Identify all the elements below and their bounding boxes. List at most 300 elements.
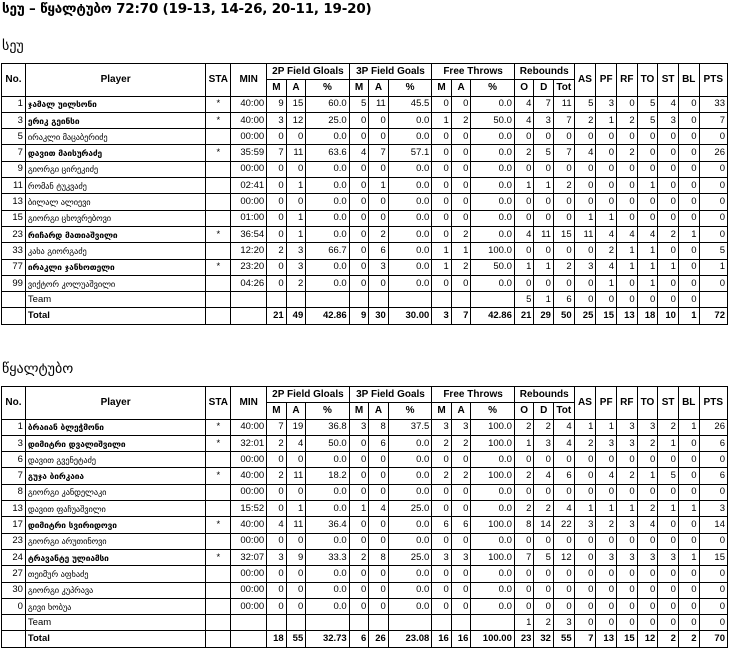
subheader-pct: % <box>471 403 514 419</box>
stat-as: 0 <box>574 161 596 177</box>
stat-p2: 36.4 <box>306 517 349 533</box>
header-bl: BL <box>678 387 699 420</box>
stat-m3: 0 <box>349 582 369 598</box>
stat-mft: 0 <box>432 582 452 598</box>
stat-as: 0 <box>574 243 596 259</box>
total-o: 21 <box>514 308 534 324</box>
stat-st: 0 <box>658 533 679 549</box>
minutes: 23:20 <box>231 259 267 275</box>
stat-pf: 0 <box>596 145 617 161</box>
starter-mark: * <box>206 226 231 242</box>
player-row <box>2 112 728 128</box>
stat-d: 3 <box>534 112 554 128</box>
stat-p3: 0.0 <box>388 275 431 291</box>
stat-p2: 0.0 <box>306 484 349 500</box>
team-stat-tot: 6 <box>553 292 574 308</box>
stat-pts: 0 <box>699 582 727 598</box>
team-stat-pts: 0 <box>699 615 727 631</box>
stat-a3: 0 <box>369 484 389 500</box>
minutes: 40:00 <box>231 112 267 128</box>
stat-rf: 0 <box>617 161 638 177</box>
stat-pf: 2 <box>596 517 617 533</box>
stat-to: 0 <box>637 452 658 468</box>
stat-m2: 2 <box>267 243 287 259</box>
stat-pts: 0 <box>699 598 727 614</box>
stat-rf: 0 <box>617 582 638 598</box>
stat-bl: 0 <box>678 161 699 177</box>
starter-mark: * <box>206 145 231 161</box>
stat-mft: 3 <box>432 419 452 435</box>
empty-cell <box>388 615 431 631</box>
stat-pts: 33 <box>699 96 727 112</box>
stat-rf: 3 <box>617 419 638 435</box>
starter-mark: * <box>206 435 231 451</box>
team-stat-as: 0 <box>574 615 596 631</box>
stat-d: 2 <box>534 419 554 435</box>
stat-pts: 26 <box>699 419 727 435</box>
header-sta: STA <box>206 64 231 97</box>
stat-o: 4 <box>514 112 534 128</box>
stat-rf: 0 <box>617 598 638 614</box>
subheader-pct: % <box>306 80 349 96</box>
stat-a2: 11 <box>286 517 306 533</box>
stat-rf: 0 <box>617 566 638 582</box>
stat-st: 0 <box>658 243 679 259</box>
subheader-m: M <box>267 403 287 419</box>
player-row <box>2 259 728 275</box>
total-pft: 42.86 <box>471 308 514 324</box>
header-ft: Free Throws <box>432 64 515 80</box>
stat-p3: 25.0 <box>388 549 431 565</box>
stat-rf: 3 <box>617 435 638 451</box>
starter-mark <box>206 178 231 194</box>
minutes: 32:01 <box>231 435 267 451</box>
player-number: 24 <box>2 549 26 565</box>
subheader-m: M <box>267 80 287 96</box>
stat-rf: 3 <box>617 517 638 533</box>
player-number: 5 <box>2 129 26 145</box>
stat-p3: 0.0 <box>388 452 431 468</box>
stat-pts: 0 <box>699 452 727 468</box>
stat-aft: 3 <box>451 549 471 565</box>
stat-pts: 0 <box>699 161 727 177</box>
starter-mark <box>206 566 231 582</box>
team-row <box>2 615 728 631</box>
stat-to: 0 <box>637 533 658 549</box>
empty-cell <box>306 292 349 308</box>
subheader-a: A <box>451 80 471 96</box>
stat-m3: 2 <box>349 549 369 565</box>
stat-mft: 2 <box>432 468 452 484</box>
player-number: 9 <box>2 161 26 177</box>
stat-aft: 6 <box>451 517 471 533</box>
stat-st: 1 <box>658 435 679 451</box>
stat-as: 0 <box>574 178 596 194</box>
empty-cell <box>2 292 26 308</box>
player-row <box>2 129 728 145</box>
stat-rf: 0 <box>617 194 638 210</box>
stat-rf: 4 <box>617 226 638 242</box>
stat-aft: 0 <box>451 194 471 210</box>
stat-o: 1 <box>514 178 534 194</box>
stat-tot: 0 <box>553 243 574 259</box>
header-no: No. <box>2 64 26 97</box>
empty-cell <box>206 631 231 647</box>
empty-cell <box>471 292 514 308</box>
stat-pf: 1 <box>596 112 617 128</box>
stat-to: 0 <box>637 194 658 210</box>
stat-as: 0 <box>574 566 596 582</box>
player-name: გივი ხობუა <box>25 598 205 614</box>
stat-p3: 0.0 <box>388 194 431 210</box>
stat-m2: 0 <box>267 598 287 614</box>
stat-to: 5 <box>637 112 658 128</box>
stat-a3: 0 <box>369 566 389 582</box>
stat-a3: 0 <box>369 129 389 145</box>
header-st: ST <box>658 64 679 97</box>
stat-st: 4 <box>658 96 679 112</box>
stat-a2: 0 <box>286 566 306 582</box>
stat-m3: 3 <box>349 419 369 435</box>
empty-cell <box>349 292 369 308</box>
minutes: 15:52 <box>231 501 267 517</box>
box-score-table-home <box>1 63 728 325</box>
stat-tot: 7 <box>553 145 574 161</box>
subheader-o: O <box>514 80 534 96</box>
stat-p2: 66.7 <box>306 243 349 259</box>
stat-pts: 26 <box>699 145 727 161</box>
stat-aft: 0 <box>451 210 471 226</box>
header-rebounds: Rebounds <box>514 387 574 403</box>
stat-pf: 2 <box>596 243 617 259</box>
minutes: 00:00 <box>231 129 267 145</box>
stat-a2: 0 <box>286 582 306 598</box>
stat-pf: 0 <box>596 194 617 210</box>
starter-mark: * <box>206 419 231 435</box>
stat-pft: 100.0 <box>471 419 514 435</box>
stat-m3: 0 <box>349 484 369 500</box>
subheader-pct: % <box>471 80 514 96</box>
stat-mft: 0 <box>432 452 452 468</box>
stat-to: 1 <box>637 259 658 275</box>
player-name: რიჩარდ მათიაშვილი <box>25 226 205 242</box>
stat-a3: 8 <box>369 419 389 435</box>
stat-a3: 8 <box>369 549 389 565</box>
header-to: TO <box>637 64 658 97</box>
stat-mft: 0 <box>432 226 452 242</box>
stat-o: 0 <box>514 129 534 145</box>
total-p2: 32.73 <box>306 631 349 647</box>
player-row <box>2 452 728 468</box>
stat-aft: 0 <box>451 452 471 468</box>
stat-a2: 1 <box>286 210 306 226</box>
stat-m2: 0 <box>267 275 287 291</box>
player-row <box>2 194 728 210</box>
stat-as: 1 <box>574 501 596 517</box>
player-number: 99 <box>2 275 26 291</box>
stat-rf: 0 <box>617 275 638 291</box>
player-name: ჯამალ უილსონი <box>25 96 205 112</box>
minutes: 00:00 <box>231 194 267 210</box>
stat-pts: 0 <box>699 484 727 500</box>
stat-st: 1 <box>658 259 679 275</box>
stat-as: 0 <box>574 129 596 145</box>
stat-pft: 0.0 <box>471 178 514 194</box>
stat-m2: 2 <box>267 435 287 451</box>
player-number: 1 <box>2 419 26 435</box>
stat-d: 4 <box>534 468 554 484</box>
empty-cell <box>206 615 231 631</box>
stat-aft: 0 <box>451 145 471 161</box>
player-name: ბრაიან ბლეჭმონი <box>25 419 205 435</box>
stat-p2: 63.6 <box>306 145 349 161</box>
player-row <box>2 582 728 598</box>
stat-pts: 6 <box>699 468 727 484</box>
stat-as: 2 <box>574 112 596 128</box>
stat-pft: 0.0 <box>471 129 514 145</box>
stat-pts: 1 <box>699 259 727 275</box>
stat-tot: 0 <box>553 210 574 226</box>
player-name: ბილალ ალიევი <box>25 194 205 210</box>
stat-p2: 0.0 <box>306 161 349 177</box>
stat-m2: 0 <box>267 501 287 517</box>
total-m2: 21 <box>267 308 287 324</box>
player-name: დავით გვენეტაძე <box>25 452 205 468</box>
total-pf: 13 <box>596 631 617 647</box>
stat-a2: 3 <box>286 243 306 259</box>
stat-rf: 2 <box>617 468 638 484</box>
stat-rf: 0 <box>617 533 638 549</box>
stat-bl: 1 <box>678 419 699 435</box>
stat-as: 0 <box>574 194 596 210</box>
starter-mark <box>206 129 231 145</box>
player-name: გუჯა ბირკაია <box>25 468 205 484</box>
stat-aft: 3 <box>451 419 471 435</box>
stat-p3: 0.0 <box>388 112 431 128</box>
subheader-o: O <box>514 403 534 419</box>
stat-d: 1 <box>534 259 554 275</box>
stat-pf: 0 <box>596 178 617 194</box>
stat-m3: 5 <box>349 96 369 112</box>
stat-pft: 50.0 <box>471 259 514 275</box>
total-d: 29 <box>534 308 554 324</box>
team-stat-pf: 0 <box>596 615 617 631</box>
empty-cell <box>231 292 267 308</box>
stat-o: 0 <box>514 210 534 226</box>
minutes: 40:00 <box>231 468 267 484</box>
stat-as: 4 <box>574 145 596 161</box>
stat-m2: 0 <box>267 161 287 177</box>
stat-mft: 2 <box>432 435 452 451</box>
team-row-label: Team <box>25 615 205 631</box>
stat-a3: 11 <box>369 96 389 112</box>
stat-st: 0 <box>658 452 679 468</box>
total-mft: 16 <box>432 631 452 647</box>
stat-rf: 0 <box>617 96 638 112</box>
starter-mark: * <box>206 549 231 565</box>
player-row <box>2 243 728 259</box>
stat-as: 0 <box>574 452 596 468</box>
team-stat-to: 0 <box>637 292 658 308</box>
stat-mft: 0 <box>432 533 452 549</box>
empty-cell <box>231 615 267 631</box>
stat-m2: 0 <box>267 566 287 582</box>
stat-pft: 100.0 <box>471 468 514 484</box>
stat-m2: 0 <box>267 178 287 194</box>
stat-p3: 0.0 <box>388 517 431 533</box>
player-number: 11 <box>2 178 26 194</box>
stat-a3: 0 <box>369 112 389 128</box>
player-number: 13 <box>2 501 26 517</box>
total-m3: 6 <box>349 631 369 647</box>
empty-cell <box>267 292 287 308</box>
stat-o: 0 <box>514 598 534 614</box>
player-number: 1 <box>2 96 26 112</box>
player-name: გიორგი არუთინოვი <box>25 533 205 549</box>
stat-m3: 0 <box>349 129 369 145</box>
stat-m3: 0 <box>349 210 369 226</box>
header-row <box>2 387 728 403</box>
minutes: 00:00 <box>231 582 267 598</box>
player-name: ირაკლი ჯანხოთელი <box>25 259 205 275</box>
stat-tot: 0 <box>553 598 574 614</box>
header-min: MIN <box>231 64 267 97</box>
empty-cell <box>231 308 267 324</box>
stat-p2: 0.0 <box>306 501 349 517</box>
team-stat-o: 1 <box>514 615 534 631</box>
stat-bl: 0 <box>678 582 699 598</box>
minutes: 40:00 <box>231 517 267 533</box>
stat-pf: 0 <box>596 533 617 549</box>
minutes: 00:00 <box>231 566 267 582</box>
stat-a3: 0 <box>369 468 389 484</box>
header-sta: STA <box>206 387 231 420</box>
stat-rf: 0 <box>617 210 638 226</box>
stat-a3: 1 <box>369 178 389 194</box>
stat-to: 1 <box>637 243 658 259</box>
team-row-label: Team <box>25 292 205 308</box>
player-name: თეიმურ აფხაძე <box>25 566 205 582</box>
minutes: 00:00 <box>231 598 267 614</box>
stat-aft: 0 <box>451 96 471 112</box>
player-number: 8 <box>2 484 26 500</box>
stat-m2: 0 <box>267 226 287 242</box>
stat-as: 5 <box>574 96 596 112</box>
stat-pft: 0.0 <box>471 598 514 614</box>
stat-tot: 22 <box>553 517 574 533</box>
stat-to: 4 <box>637 226 658 242</box>
stat-a3: 3 <box>369 259 389 275</box>
stat-p2: 0.0 <box>306 259 349 275</box>
player-name: გიორგი ცხოვრებოვი <box>25 210 205 226</box>
stat-p2: 0.0 <box>306 598 349 614</box>
total-p3: 30.00 <box>388 308 431 324</box>
stat-mft: 0 <box>432 178 452 194</box>
stat-d: 0 <box>534 533 554 549</box>
stat-aft: 0 <box>451 161 471 177</box>
minutes: 32:07 <box>231 549 267 565</box>
starter-mark <box>206 161 231 177</box>
empty-cell <box>306 615 349 631</box>
team-stat-d: 1 <box>534 292 554 308</box>
player-name: გიორგი კუპრავა <box>25 582 205 598</box>
player-number: 30 <box>2 582 26 598</box>
stat-pts: 3 <box>699 501 727 517</box>
total-st: 2 <box>658 631 679 647</box>
stat-rf: 1 <box>617 243 638 259</box>
stat-to: 5 <box>637 96 658 112</box>
stat-aft: 0 <box>451 501 471 517</box>
stat-m2: 4 <box>267 517 287 533</box>
stat-a2: 1 <box>286 501 306 517</box>
player-row <box>2 517 728 533</box>
player-row <box>2 96 728 112</box>
stat-a3: 0 <box>369 194 389 210</box>
stat-to: 3 <box>637 419 658 435</box>
player-number: 3 <box>2 435 26 451</box>
stat-pts: 0 <box>699 275 727 291</box>
game-title: სეუ – წყალტუბო 72:70 (19-13, 14-26, 20-11, 19-20) <box>2 1 372 17</box>
stat-o: 2 <box>514 419 534 435</box>
minutes: 00:00 <box>231 484 267 500</box>
subheader-pct: % <box>388 80 431 96</box>
header-as: AS <box>574 387 596 420</box>
stat-bl: 0 <box>678 533 699 549</box>
stat-st: 0 <box>658 129 679 145</box>
stat-a3: 0 <box>369 517 389 533</box>
stat-mft: 0 <box>432 96 452 112</box>
stat-m2: 0 <box>267 194 287 210</box>
stat-p2: 36.8 <box>306 419 349 435</box>
player-number: 15 <box>2 210 26 226</box>
stat-pf: 1 <box>596 210 617 226</box>
stat-o: 0 <box>514 194 534 210</box>
stat-tot: 0 <box>553 533 574 549</box>
subheader-m: M <box>349 403 369 419</box>
stat-as: 3 <box>574 259 596 275</box>
player-row <box>2 435 728 451</box>
stat-a3: 4 <box>369 501 389 517</box>
total-a3: 26 <box>369 631 389 647</box>
stat-st: 0 <box>658 145 679 161</box>
stat-bl: 0 <box>678 194 699 210</box>
stat-st: 3 <box>658 549 679 565</box>
starter-mark <box>206 243 231 259</box>
subheader-tot: Tot <box>553 80 574 96</box>
total-label: Total <box>25 631 205 647</box>
stat-p3: 0.0 <box>388 598 431 614</box>
stat-a2: 0 <box>286 194 306 210</box>
empty-cell <box>451 292 471 308</box>
stat-aft: 0 <box>451 275 471 291</box>
stat-d: 0 <box>534 582 554 598</box>
starter-mark <box>206 194 231 210</box>
total-m3: 9 <box>349 308 369 324</box>
stat-pts: 15 <box>699 549 727 565</box>
stat-d: 5 <box>534 549 554 565</box>
stat-pts: 6 <box>699 435 727 451</box>
empty-cell <box>206 292 231 308</box>
stat-pts: 0 <box>699 566 727 582</box>
stat-p3: 0.0 <box>388 129 431 145</box>
stat-a3: 2 <box>369 226 389 242</box>
empty-cell <box>369 615 389 631</box>
stat-tot: 12 <box>553 549 574 565</box>
stat-o: 4 <box>514 226 534 242</box>
stat-pf: 4 <box>596 259 617 275</box>
header-bl: BL <box>678 64 699 97</box>
stat-m2: 0 <box>267 210 287 226</box>
